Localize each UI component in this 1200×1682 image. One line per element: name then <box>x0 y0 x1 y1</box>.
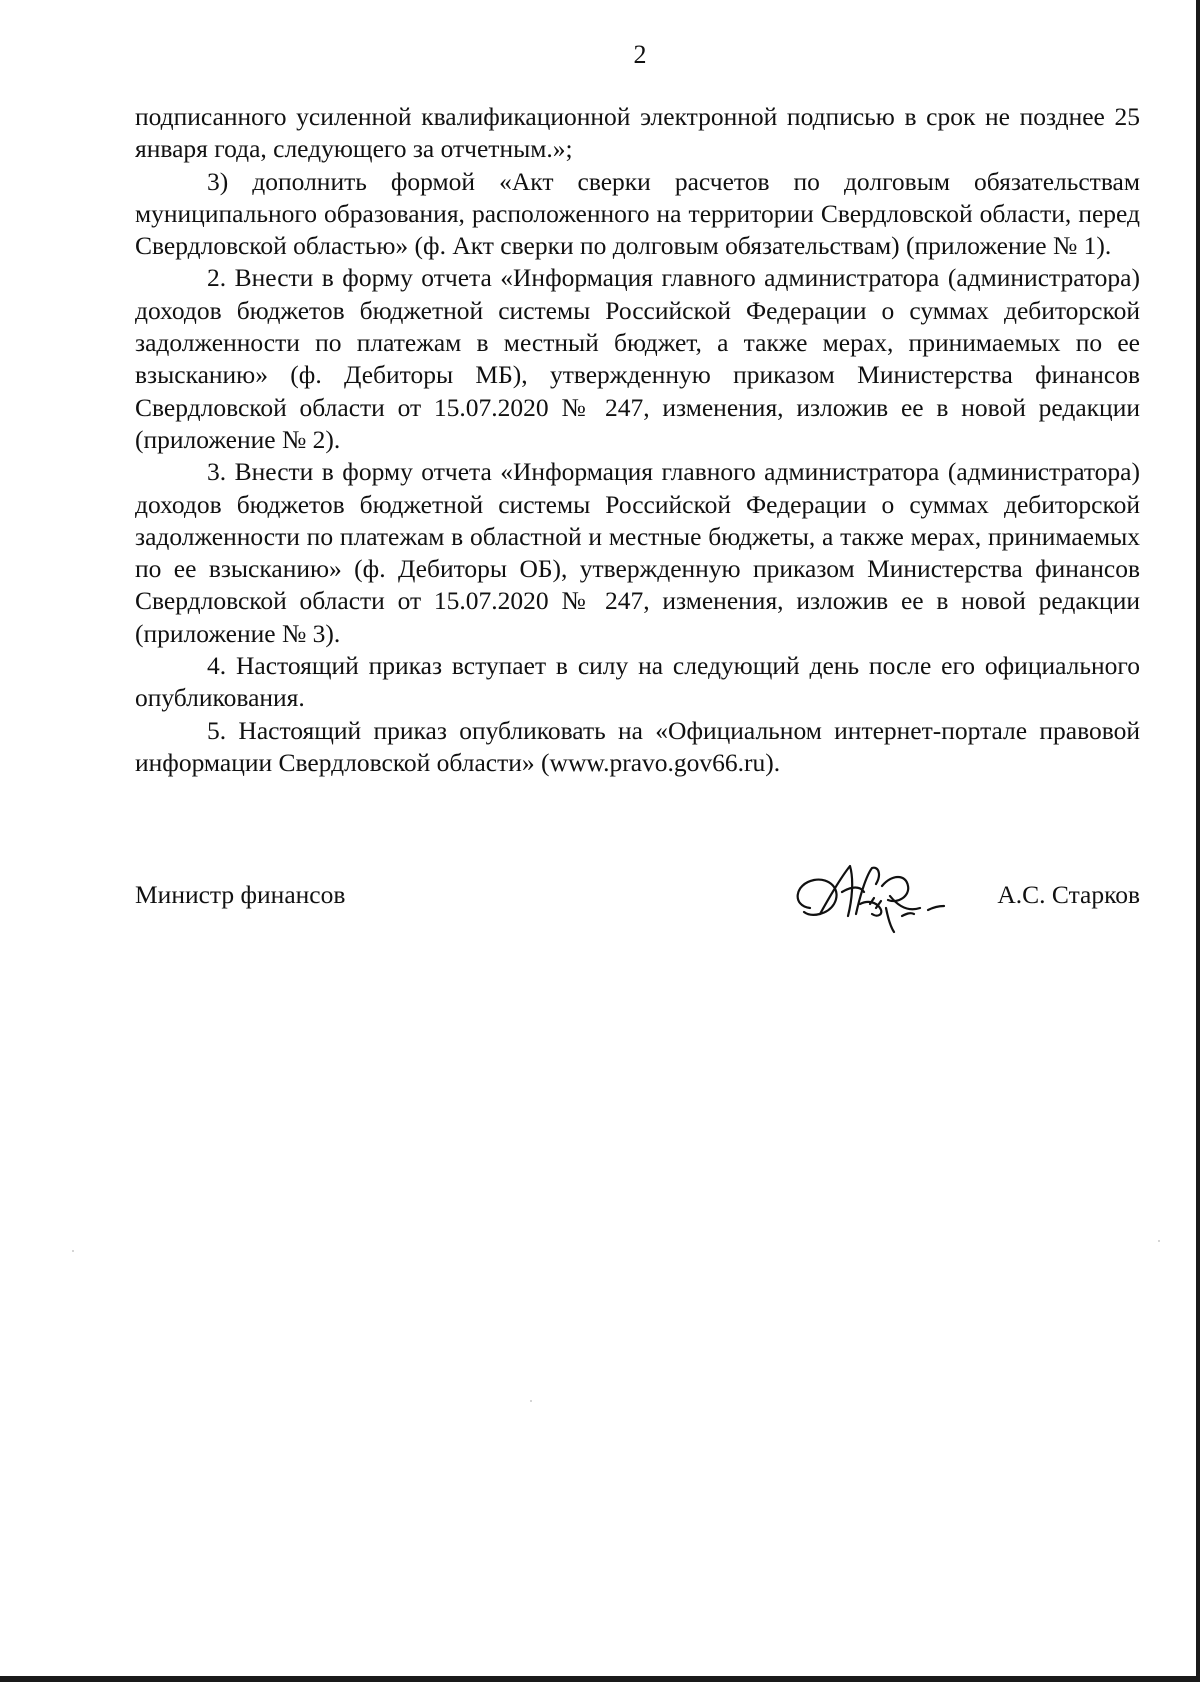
handwritten-signature <box>790 856 960 936</box>
signatory-name: А.С. Старков <box>997 880 1140 909</box>
page-number: 2 <box>633 40 647 69</box>
scan-edge-right <box>1196 0 1200 1682</box>
paragraph-clause-2: 2. Внести в форму отчета «Информация главного администратора (администратора) доходов бюджетов бюджетной системы Российской Федерации о суммах дебиторской задолженности по платежам в местный бюджет, а также мерах, принимаемых по ее взысканию» (ф. Дебиторы МБ), утвержденную приказом Министерства финансов Свердловской области от 15.07.2020 № 247, изменения, изложив ее в новой редакции (приложение № 2). <box>135 263 1140 454</box>
scan-edge-bottom <box>0 1676 1200 1682</box>
document-body <box>135 101 1140 779</box>
signature-block <box>135 872 1140 932</box>
scan-speck <box>530 1400 532 1402</box>
paragraph-clause-4: 4. Настоящий приказ вступает в силу на следующий день после его официального опубликования. <box>135 651 1140 713</box>
paragraph-clause-3: 3. Внести в форму отчета «Информация главного администратора (администратора) доходов бюджетов бюджетной системы Российской Федерации о суммах дебиторской задолженности по платежам в областной и местные бюджеты, а также мерах, принимаемых по ее взысканию» (ф. Дебиторы ОБ), утвержденную приказом Министерства финансов Свердловской области от 15.07.2020 № 247, изменения, изложив ее в новой редакции (приложение № 3). <box>135 457 1140 648</box>
scan-speck <box>72 1250 74 1252</box>
paragraph-clause-5: 5. Настоящий приказ опубликовать на «Официальном интернет-портале правовой информации Свердловской области» (www.pravo.gov66.ru). <box>135 715 1140 777</box>
paragraph-item-3: 3) дополнить формой «Акт сверки расчетов по долговым обязательствам муниципального образования, расположенного на территории Свердловской области, перед Свердловской областью» (ф. Акт сверки по долговым обязательствам) (приложение № 1). <box>135 166 1140 261</box>
signatory-position: Министр финансов <box>135 880 346 909</box>
scan-speck <box>1158 1240 1160 1242</box>
paragraph-continuation: подписанного усиленной квалификационной электронной подписью в срок не позднее 25 января года, следующего за отчетным.»; <box>135 102 1140 164</box>
